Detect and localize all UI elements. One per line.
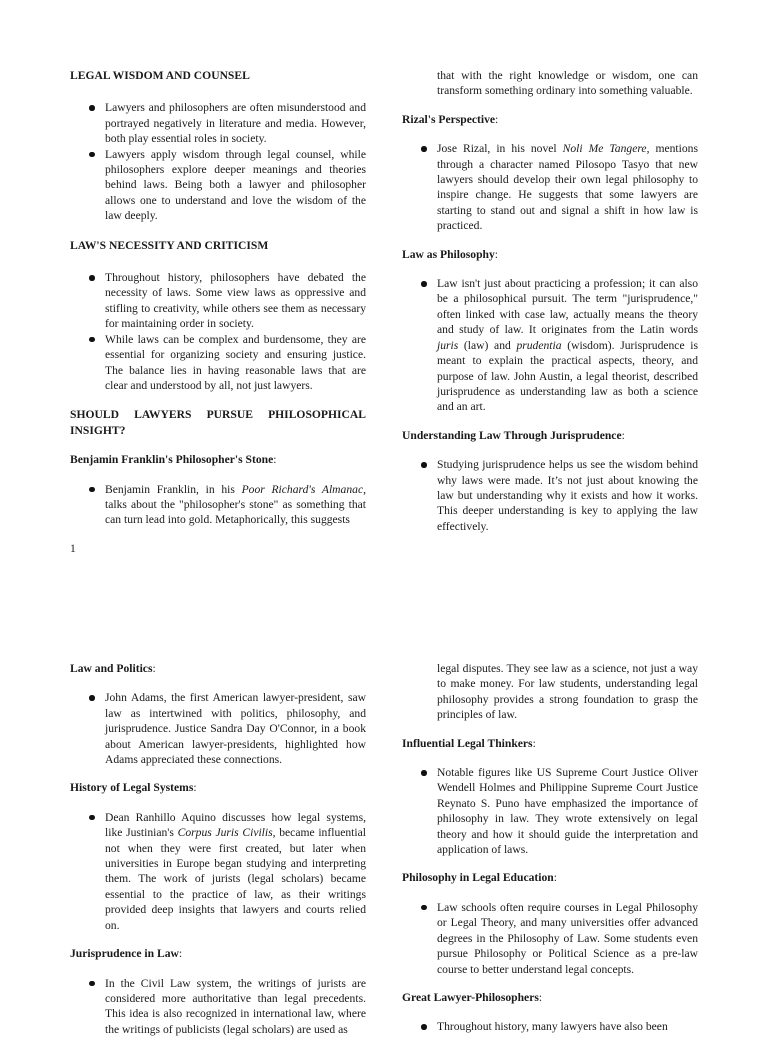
jurisprudence-list (402, 457, 698, 534)
list-item: Studying jurisprudence helps us see the wisdom behind why laws were made. It’s not just about knowing the law but understanding why it exists and how it works. This deeper understanding is key to applying the law effectively. (402, 457, 698, 534)
list-item: Throughout history, philosophers have debated the necessity of laws. Some view laws as oppressive and stifling to creativity, while others see them as necessary for maintaining order in society. (70, 270, 366, 332)
italic-term: prudentia (516, 339, 561, 352)
page1-left-column (70, 68, 366, 528)
section-heading-laws-necessity: LAW'S NECESSITY AND CRITICISM (70, 238, 366, 253)
rizal-list (402, 141, 698, 233)
page2-right-column (402, 661, 698, 1035)
list-item (402, 276, 698, 415)
list-item: Throughout history, many lawyers have also been (402, 1019, 698, 1034)
list-item: Notable figures like US Supreme Court Justice Oliver Wendell Holmes and Philippine Supreme Court Justice Reynato S. Puno have emphasized the importance of philosophy in law. They wrote extensively on legal theory and how it should guide the interpretation and application of laws. (402, 765, 698, 857)
subheading-rizal: Rizal's Perspective: (402, 112, 698, 127)
subheading-philosophy-legal-education: Philosophy in Legal Education: (402, 870, 698, 885)
list-item: Lawyers and philosophers are often misunderstood and portrayed negatively in literature and media. However, both play essential roles in society. (70, 100, 366, 146)
subheading-history-legal-systems: History of Legal Systems: (70, 780, 366, 795)
list-item (70, 810, 366, 933)
page2-left-column (70, 661, 366, 1037)
text-span: Dean Ranhillo Aquino discusses how legal systems, like Justinian's (105, 811, 366, 839)
italic-term: juris (437, 339, 458, 352)
subheading-understanding-law: Understanding Law Through Jurisprudence: (402, 428, 698, 443)
list-item: Law schools often require courses in Legal Philosophy or Legal Theory, and many universities offer advanced degrees in the Philosophy of Law. Some students even pursue Philosophy or Political Science as a pre-law course to better understand legal concepts. (402, 900, 698, 977)
italic-title: Corpus Juris Civilis (178, 826, 273, 839)
subheading-text: Great Lawyer-Philosophers (402, 991, 539, 1004)
subheading-text: Law and Politics (70, 662, 152, 675)
subheading-text: Rizal's Perspective (402, 113, 495, 126)
franklin-list (70, 482, 366, 528)
subheading-law-as-philosophy: Law as Philosophy: (402, 247, 698, 262)
subheading-jurisprudence-in-law: Jurisprudence in Law: (70, 946, 366, 961)
politics-list (70, 690, 366, 767)
page1-right-column (402, 68, 698, 534)
great-list (402, 1019, 698, 1034)
subheading-text: Understanding Law Through Jurisprudence (402, 429, 622, 442)
subheading-franklin: Benjamin Franklin's Philosopher's Stone: (70, 452, 366, 467)
subheading-text: Influential Legal Thinkers (402, 737, 533, 750)
continued-paragraph: that with the right knowledge or wisdom, one can transform something ordinary into something valuable. (402, 68, 698, 99)
text-span: Jose Rizal, in his novel (437, 142, 563, 155)
subheading-text: Law as Philosophy (402, 248, 495, 261)
continued-paragraph: legal disputes. They see law as a science, not just a way to make money. For law students, understanding legal philosophy provides a strong foundation to grasp the principles of law. (402, 661, 698, 723)
subheading-text: Philosophy in Legal Education (402, 871, 554, 884)
text-span: , mentions through a character named Pilosopo Tasyo that new lawyers should develop their own legal philosophy to inspire change. He suggests that some lawyers are starting to stand out and signal a shift in how law is practiced. (437, 142, 698, 232)
text-span: (wisdom). Jurisprudence is meant to explain the practical aspects, theory, and purpose of law. John Austin, a legal theorist, described jurisprudence as understanding law as both a science and an art. (437, 339, 698, 414)
section-heading-philosophical-insight: SHOULD LAWYERS PURSUE PHILOSOPHICAL INSIGHT? (70, 407, 366, 438)
list-item: Lawyers apply wisdom through legal counsel, while philosophers explore deeper meanings and theories behind laws. Being both a lawyer and philosopher allows one to understand and love the wisdom of the law deeply. (70, 147, 366, 224)
list-item: While laws can be complex and burdensome, they are essential for organizing society and ensuring justice. The balance lies in having reasonable laws that are clear and understood by all, not just lawyers. (70, 332, 366, 394)
text-span: Law isn't just about practicing a profession; it can also be a philosophical pursuit. The term "jurisprudence," often linked with case law, actually means the theory and study of law. It originates from the Latin words (437, 277, 698, 336)
subheading-influential-thinkers: Influential Legal Thinkers: (402, 736, 698, 751)
text-span: Benjamin Franklin, in his (105, 483, 242, 496)
subheading-great-lawyer-philosophers: Great Lawyer-Philosophers: (402, 990, 698, 1005)
italic-title: Poor Richard's Almanac (242, 483, 364, 496)
thinkers-list (402, 765, 698, 857)
subheading-text: Benjamin Franklin's Philosopher's Stone (70, 453, 273, 466)
legal-wisdom-list (70, 100, 366, 223)
education-list (402, 900, 698, 977)
history-list (70, 810, 366, 933)
laws-necessity-list (70, 270, 366, 393)
list-item (70, 482, 366, 528)
text-span: , talks about the "philosopher's stone" as something that can turn lead into gold. Metaphorically, this suggests (105, 483, 366, 527)
list-item: In the Civil Law system, the writings of jurists are considered more authoritative than legal precedents. This idea is also recognized in international law, where the writings of publicists (legal scholars) are used as (70, 976, 366, 1037)
philosophy-list (402, 276, 698, 415)
document-page-2 (0, 610, 768, 1024)
subheading-text: Jurisprudence in Law (70, 947, 179, 960)
subheading-law-and-politics: Law and Politics: (70, 661, 366, 676)
italic-title: Noli Me Tangere (563, 142, 647, 155)
text-span: , became influential not when they were first created, but later when universities in Europe began studying and interpreting them. The work of jurists (legal scholars) became essential to the practice of law, as their writings provided deep insights that lawyers and courts relied on. (105, 826, 366, 931)
section-heading-legal-wisdom: LEGAL WISDOM AND COUNSEL (70, 68, 366, 83)
text-span: (law) and (458, 339, 516, 352)
list-item: John Adams, the first American lawyer-president, saw law as intertwined with politics, philosophy, and jurisprudence. Justice Sandra Day O'Connor, in a book about American lawyer-presidents, highlighted how Adams appreciated these connections. (70, 690, 366, 767)
page-number: 1 (70, 541, 76, 556)
jurisprudence-law-list (70, 976, 366, 1037)
list-item (402, 141, 698, 233)
subheading-text: History of Legal Systems (70, 781, 193, 794)
